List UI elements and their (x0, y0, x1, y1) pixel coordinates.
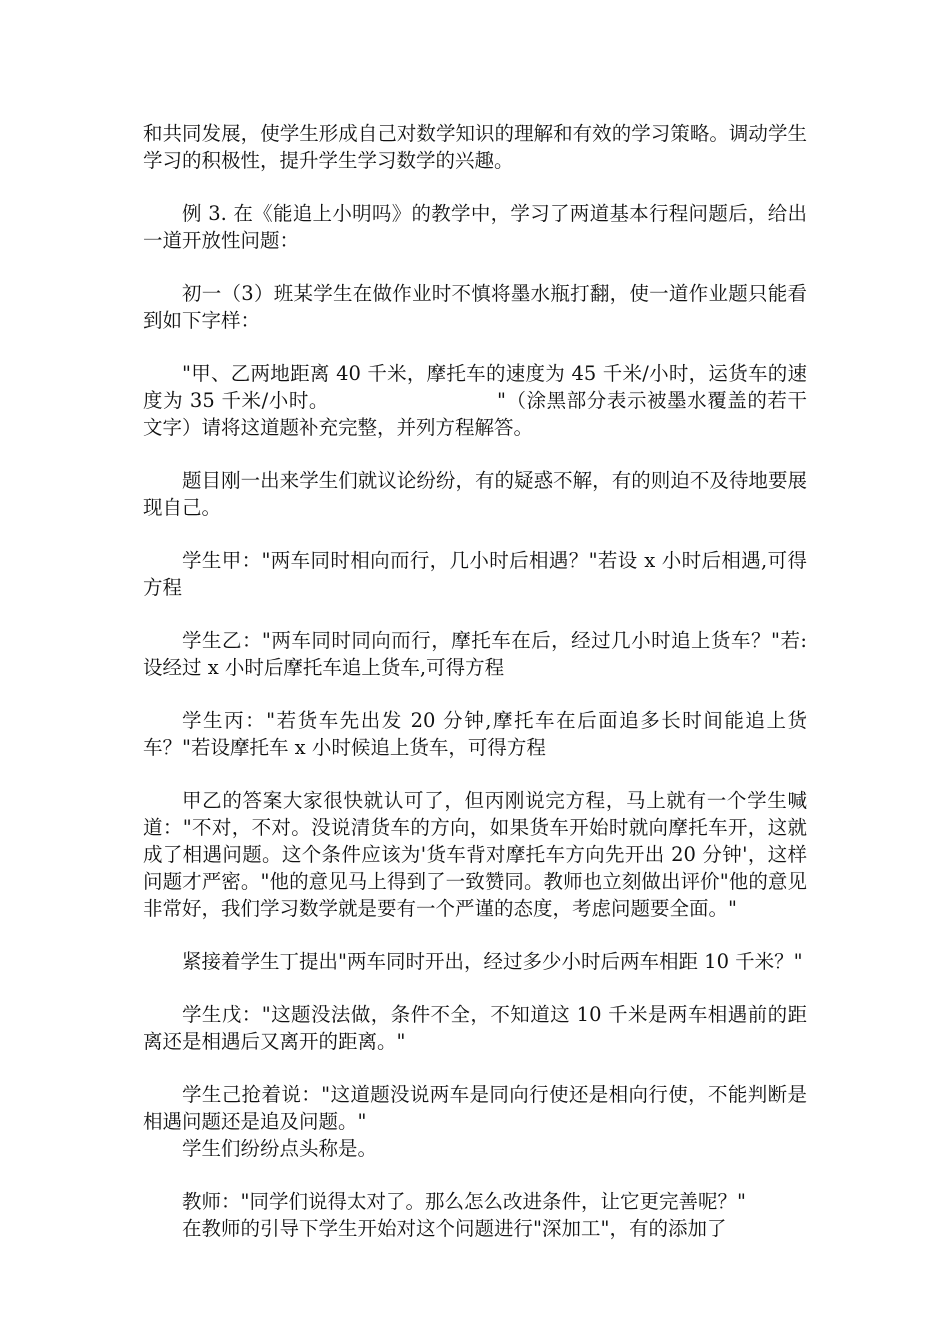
paragraph-problem-text (143, 360, 807, 441)
problem-text-visible: "甲、乙两地距离 40 千米，摩托车的速度为 45 千米/小时，运货车的速度为 35 千米/小时。 (143, 362, 807, 412)
paragraph-student-ding: 紧接着学生丁提出"两车同时开出，经过多少小时后两车相距 10 千米？" (182, 950, 803, 973)
paragraph-intro: 和共同发展，使学生形成自己对数学知识的理解和有效的学习策略。调动学生学习的积极性，提升学生学习数学的兴趣。 (143, 122, 807, 172)
paragraph-deep-processing: 在教师的引导下学生开始对这个问题进行"深加工"，有的添加了 (182, 1217, 727, 1240)
paragraph-example-3: 例 3. 在《能追上小明吗》的教学中，学习了两道基本行程问题后，给出一道开放性问题： (143, 202, 807, 252)
paragraph-teacher-evaluation: 甲乙的答案大家很快就认可了，但丙刚说完方程，马上就有一个学生喊道："不对，不对。没说清货车的方向，如果货车开始时就向摩托车开，这就成了相遇问题。这个条件应该为'货车背对摩托车方向先开出 20 分钟'，这样问题才严密。"他的意见马上得到了一致赞同。教师也立刻做出评价"他的意见非常好，我们学习数学就是要有一个严谨的态度，考虑问题要全面。" (143, 789, 807, 920)
paragraph-student-jia: 学生甲："两车同时相向而行，几小时后相遇？"若设 x 小时后相遇,可得方程 (143, 549, 807, 599)
paragraph-ink-spill: 初一（3）班某学生在做作业时不慎将墨水瓶打翻，使一道作业题只能看到如下字样： (143, 282, 807, 332)
problem-text-note: "（涂黑部分表示被墨水覆盖的若干文字）请将这道题补充完整，并列方程解答。 (143, 389, 807, 439)
document-page (143, 120, 807, 1242)
paragraph-discussion: 题目刚一出来学生们就议论纷纷，有的疑惑不解，有的则迫不及待地要展现自己。 (143, 469, 807, 519)
paragraph-student-ji: 学生己抢着说："这道题没说两车是同向行使还是相向行使，不能判断是相遇问题还是追及问题。" (143, 1083, 807, 1133)
paragraph-student-wu: 学生戊："这题没法做，条件不全，不知道这 10 千米是两车相遇前的距离还是相遇后又离开的距离。" (143, 1003, 807, 1053)
paragraph-agreement: 学生们纷纷点头称是。 (182, 1137, 378, 1160)
paragraph-student-yi: 学生乙："两车同时同向而行，摩托车在后，经过几小时追上货车？"若:设经过 x 小时后摩托车追上货车,可得方程 (143, 629, 807, 679)
paragraph-student-bing: 学生丙："若货车先出发 20 分钟,摩托车在后面追多长时间能追上货车？"若设摩托车 x 小时候追上货车，可得方程 (143, 709, 807, 759)
paragraph-teacher-question: 教师："同学们说得太对了。那么怎么改进条件，让它更完善呢？" (182, 1190, 746, 1213)
